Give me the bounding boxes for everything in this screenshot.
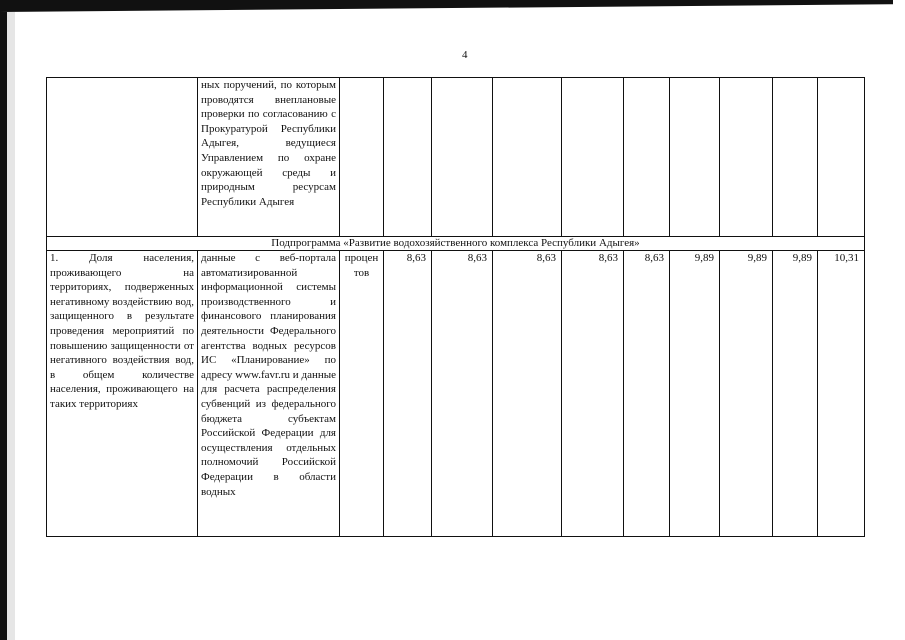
scan-border-top <box>0 0 893 12</box>
value-cell: 9,89 <box>773 251 818 537</box>
subprogram-title: Подпрограмма «Развитие водохозяйственного комплекса Республики Адыгея» <box>47 237 865 251</box>
subprogram-row <box>47 237 865 251</box>
scan-shadow-left <box>7 12 15 640</box>
cell-empty <box>384 78 432 237</box>
value-cell: 8,63 <box>562 251 624 537</box>
indicator-unit: процентов <box>340 251 384 537</box>
cell-source-continuation: ных поручений, по которым проводятся внеплановые проверки по согласованию с Прокуратурой Республики Адыгея, ведущиеся Управлением по охране окружающей среды и природным ресурсам Республики Адыгея <box>198 78 340 237</box>
page-number: 4 <box>462 49 468 61</box>
cell-empty <box>562 78 624 237</box>
value-cell: 8,63 <box>384 251 432 537</box>
scan-border-left <box>0 12 7 640</box>
value-cell: 8,63 <box>493 251 562 537</box>
cell-empty <box>818 78 865 237</box>
cell-empty <box>624 78 670 237</box>
cell-empty <box>773 78 818 237</box>
cell-empty <box>670 78 720 237</box>
value-cell: 8,63 <box>432 251 493 537</box>
cell-empty <box>720 78 773 237</box>
indicators-table <box>46 77 865 537</box>
indicator-row <box>47 251 865 537</box>
cell-empty <box>493 78 562 237</box>
value-cell: 9,89 <box>670 251 720 537</box>
cell-empty <box>47 78 198 237</box>
value-cell: 10,31 <box>818 251 865 537</box>
continuation-row <box>47 78 865 237</box>
indicator-name: 1. Доля населения, проживающего на территориях, подверженных негативному воздействию вод, защищенного в результате проведения мероприятий по повышению защищенности от негативного воздействия вод, в общем количестве населения, проживающего на таких территориях <box>47 251 198 537</box>
indicator-source: данные с веб-портала автоматизированной информационной системы производственного и финансового планирования деятельности Федерального агентства водных ресурсов ИС «Планирование» по адресу www.favr.ru и данные для расчета распределения субвенций из федерального бюджета субъектам Российской Федерации для осуществления отдельных полномочий Российской Федерации в области водных <box>198 251 340 537</box>
cell-empty <box>432 78 493 237</box>
value-cell: 8,63 <box>624 251 670 537</box>
value-cell: 9,89 <box>720 251 773 537</box>
cell-empty <box>340 78 384 237</box>
